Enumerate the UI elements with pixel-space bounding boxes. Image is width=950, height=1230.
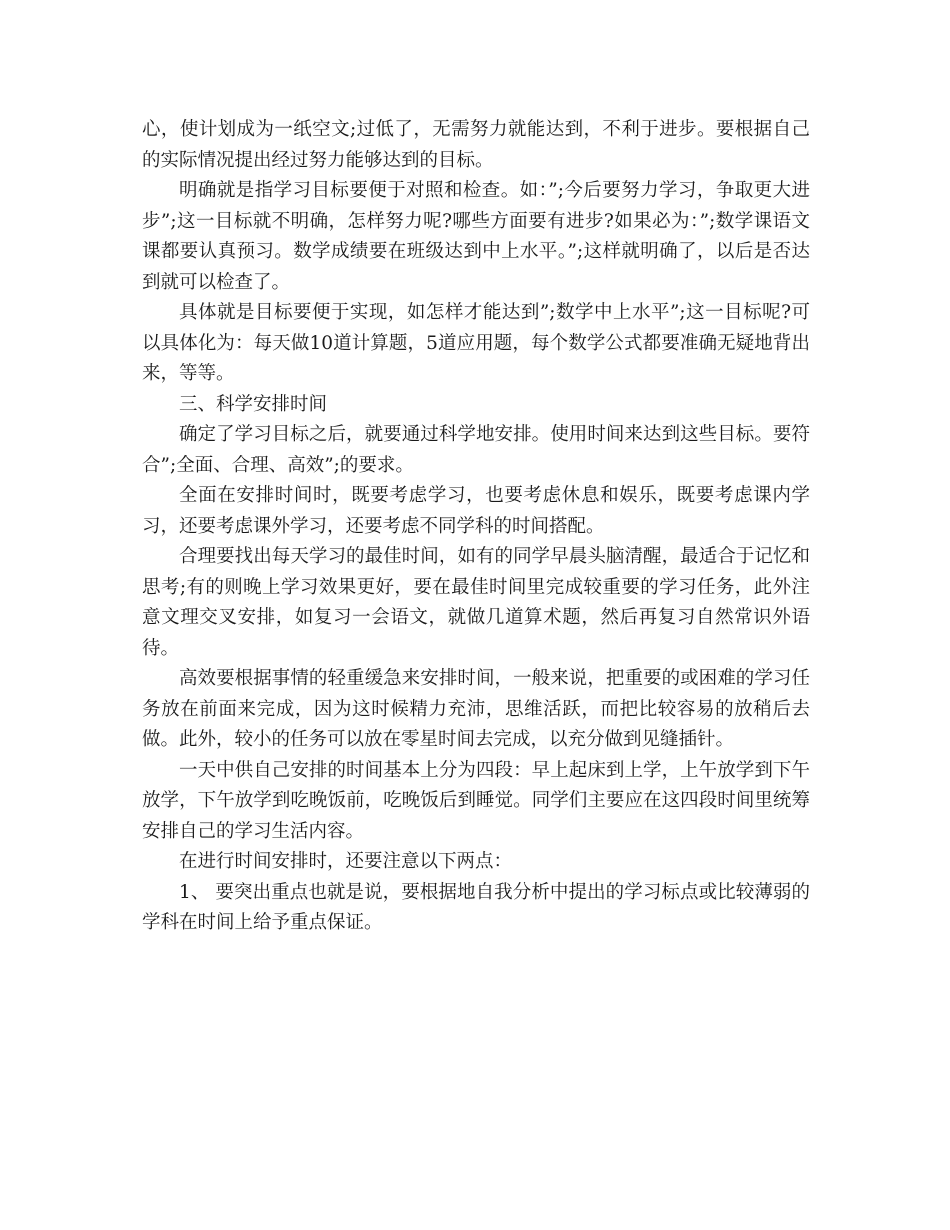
list-item-1: 1、 要突出重点也就是说，要根据地自我分析中提出的学习标点或比较薄弱的学科在时间上给予重点保证。	[142, 881, 810, 933]
paragraph-four-periods: 一天中供自己安排的时间基本上分为四段：早上起床到上学，上午放学到下午放学，下午放学到吃晚饭前，吃晚饭后到睡觉。同学们主要应在这四段时间里统筹安排自己的学习生活内容。	[142, 759, 810, 842]
document-body	[142, 115, 810, 939]
paragraph-continuation: 心，使计划成为一纸空文;过低了，无需努力就能达到，不利于进步。要根据自己的实际情况提出经过努力能够达到的目标。	[142, 119, 810, 171]
paragraph-comprehensive: 全面在安排时间时，既要考虑学习，也要考虑休息和娱乐，既要考虑课内学习，还要考虑课外学习，还要考虑不同学科的时间搭配。	[142, 485, 810, 537]
paragraph-specificity: 具体就是目标要便于实现，如怎样才能达到”;数学中上水平”;这一目标呢?可以具体化为：每天做10道计算题，5道应用题，每个数学公式都要准确无疑地背出来，等等。	[142, 302, 810, 384]
paragraph-reasonable: 合理要找出每天学习的最佳时间，如有的同学早晨头脑清醒，最适合于记忆和思考;有的则晚上学习效果更好，要在最佳时间里完成较重要的学习任务，此外注意文理交叉安排，如复习一会语文，就做几道算术题，然后再复习自然常识外语待。	[142, 546, 810, 659]
paragraph-clarity: 明确就是指学习目标要便于对照和检查。如：”;今后要努力学习，争取更大进步”;这一目标就不明确，怎样努力呢?哪些方面要有进步?如果必为：”;数学课语文课都要认真预习。数学成绩要在班级达到中上水平。”;这样就明确了，以后是否达到就可以检查了。	[142, 180, 810, 293]
paragraph-two-points: 在进行时间安排时，还要注意以下两点：	[179, 851, 513, 872]
section-heading: 三、科学安排时间	[179, 393, 328, 415]
paragraph-efficient: 高效要根据事情的轻重缓急来安排时间，一般来说，把重要的或困难的学习任务放在前面来完成，因为这时候精力充沛，思维活跃，而把比较容易的放稍后去做。此外，较小的任务可以放在零星时间去完成，以充分做到见缝插针。	[142, 668, 810, 750]
paragraph-time-intro: 确定了学习目标之后，就要通过科学地安排。使用时间来达到这些目标。要符合”;全面、合理、高效”;的要求。	[142, 424, 810, 476]
